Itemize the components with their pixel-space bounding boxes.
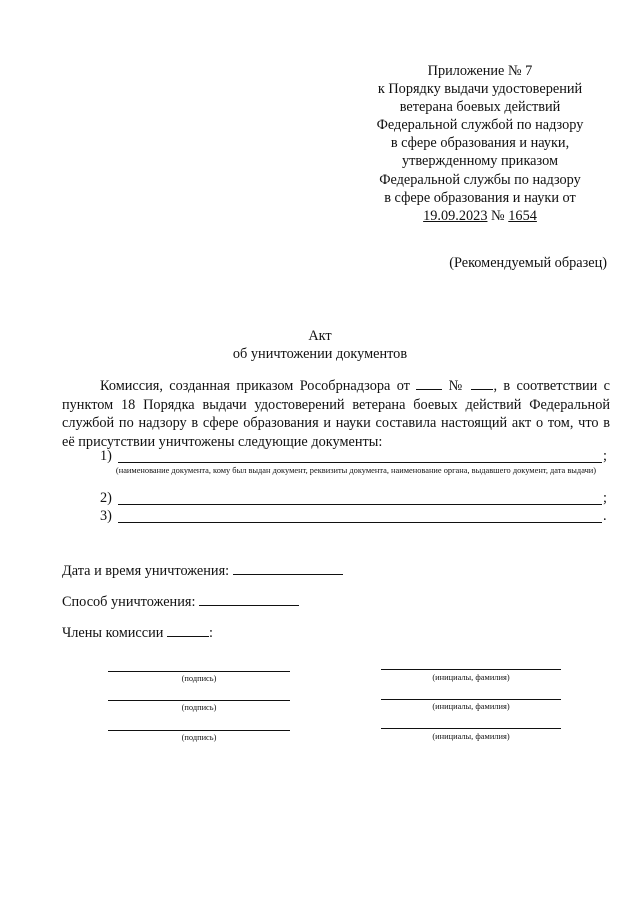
- item-end: ;: [603, 448, 607, 464]
- signature-caption: (подпись): [181, 733, 217, 742]
- signature-caption: (подпись): [181, 703, 217, 712]
- blank-number: [471, 377, 493, 390]
- signature-line: [108, 671, 290, 672]
- destruction-method-blank: [199, 593, 299, 606]
- destruction-method-label: Способ уничтожения:: [62, 594, 196, 610]
- appendix-order-line: [350, 207, 610, 225]
- item-number: 1): [100, 448, 112, 464]
- blank-date: [416, 377, 442, 390]
- name-line: [381, 699, 561, 700]
- name-line: [381, 669, 561, 670]
- item-2-line: [118, 491, 602, 505]
- item-hint: (наименование документа, кому был выдан документ, реквизиты документа, наименование органа, выдавшего документ, дата выдачи): [115, 466, 597, 475]
- appendix-block: [350, 62, 610, 225]
- destruction-method-field: [62, 593, 299, 611]
- appendix-line: к Порядку выдачи удостоверений: [377, 81, 583, 98]
- item-3-line: [118, 509, 602, 523]
- body-number-sign: №: [448, 378, 466, 394]
- order-date: 19.09.2023: [423, 207, 488, 224]
- body-paragraph: [62, 377, 610, 451]
- appendix-line: Приложение № 7: [427, 63, 533, 79]
- body-part-2: , в соответствии с пунктом 18 Порядка выдачи удостоверений ветерана боевых действий Федеральной службой по надзору в сфере образования и науки составила настоящий акт о том, что в её присутствии уничтожены следующие документы:: [62, 378, 610, 450]
- item-end: .: [603, 508, 607, 524]
- destruction-datetime-field: [62, 562, 343, 580]
- signature-caption: (подпись): [181, 674, 217, 683]
- name-caption: (инициалы, фамилия): [432, 702, 510, 711]
- destruction-datetime-label: Дата и время уничтожения:: [62, 563, 230, 579]
- commission-members-colon: :: [208, 625, 213, 641]
- body-part-1: Комиссия, созданная приказом Рособрнадзора от: [100, 378, 410, 394]
- item-number: 2): [100, 490, 112, 506]
- commission-members-label: Члены комиссии: [62, 625, 164, 641]
- order-number: 1654: [508, 207, 537, 224]
- title-line-1: Акт: [308, 328, 332, 344]
- appendix-line: Федеральной службы по надзору: [379, 171, 581, 188]
- recommended-sample-label: (Рекомендуемый образец): [449, 255, 607, 271]
- appendix-line: утвержденному приказом: [401, 153, 559, 170]
- appendix-line: в сфере образования и науки,: [390, 135, 570, 152]
- item-end: ;: [603, 490, 607, 506]
- order-number-sign: №: [491, 207, 505, 224]
- item-1-line: [118, 449, 602, 463]
- appendix-line: ветерана боевых действий: [399, 99, 561, 116]
- commission-members-blank: [167, 624, 209, 637]
- commission-members-field: [62, 624, 213, 642]
- item-number: 3): [100, 508, 112, 524]
- title-line-2: об уничтожении документов: [232, 346, 408, 362]
- appendix-line: в сфере образования и науки от: [384, 189, 576, 206]
- document-title: [0, 327, 640, 363]
- name-caption: (инициалы, фамилия): [432, 673, 510, 682]
- name-caption: (инициалы, фамилия): [432, 732, 510, 741]
- appendix-line: Федеральной службой по надзору: [376, 117, 584, 134]
- name-line: [381, 728, 561, 729]
- destruction-datetime-blank: [233, 562, 343, 575]
- signature-line: [108, 700, 290, 701]
- signature-line: [108, 730, 290, 731]
